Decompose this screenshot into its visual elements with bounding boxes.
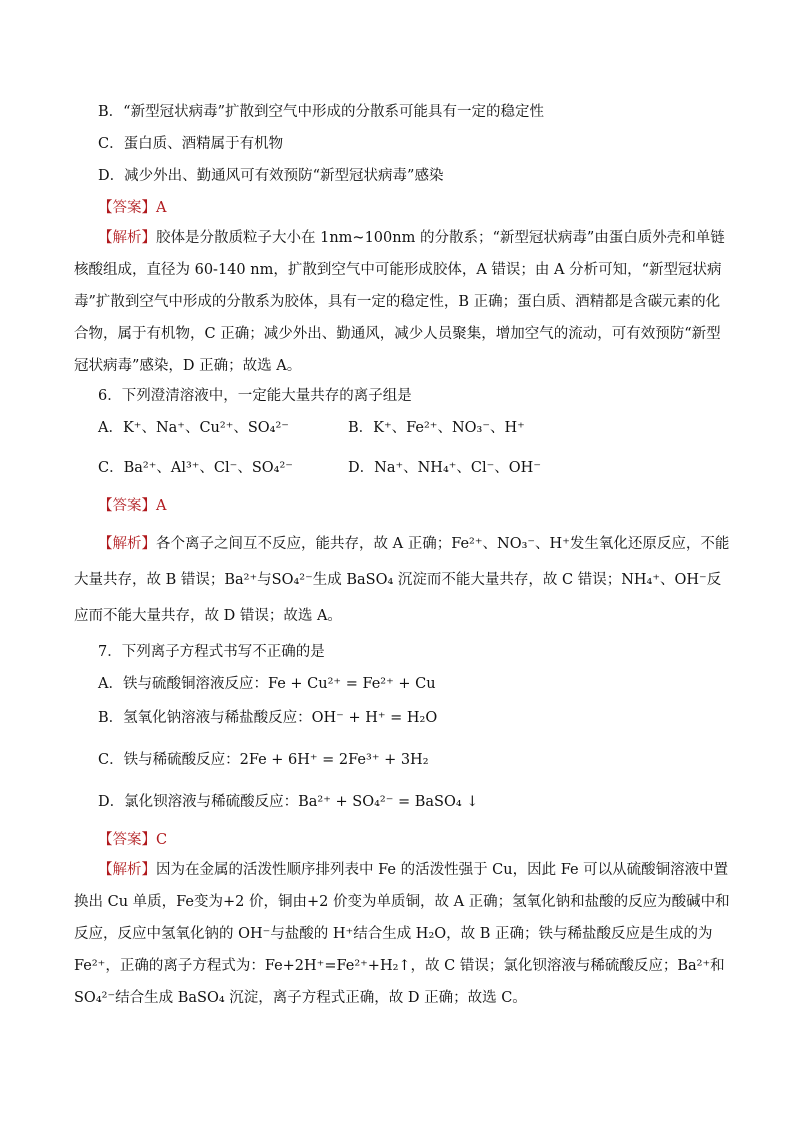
q7-option-d: D．氯化钡溶液与稀硫酸反应：Ba²⁺ + SO₄²⁻ = BaSO₄ ↓ bbox=[98, 794, 479, 810]
answer-label: 【答案】 bbox=[98, 832, 156, 848]
q7-option-c: C．铁与稀硫酸反应：2Fe + 6H⁺ = 2Fe³⁺ + 3H₂ bbox=[98, 752, 429, 768]
q6-option-a: A．K⁺、Na⁺、Cu²⁺、SO₄²⁻ bbox=[98, 420, 289, 436]
q6-option-b: B．K⁺、Fe²⁺、NO₃⁻、H⁺ bbox=[348, 420, 525, 436]
analysis-label: 【解析】 bbox=[98, 862, 156, 878]
answer-value: A bbox=[156, 200, 167, 216]
q6-option-c: C．Ba²⁺、Al³⁺、Cl⁻、SO₄²⁻ bbox=[98, 460, 293, 476]
q7-answer bbox=[98, 830, 167, 850]
q5-option-c: C．蛋白质、酒精属于有机物 bbox=[98, 136, 284, 152]
analysis-text: 各个离子之间互不反应，能共存，故 A 正确；Fe²⁺、NO₃⁻、H⁺发生氧化还原反应，不能大量共存，故 B 错误；Ba²⁺与SO₄²⁻生成 BaSO₄ 沉淀而不能大量共存，故 C 错误；NH₄⁺、OH⁻反应而不能大量共存，故 D 错误；故选 A。 bbox=[74, 536, 730, 624]
q5-option-d: D．减少外出、勤通风可有效预防“新型冠状病毒”感染 bbox=[98, 168, 444, 184]
answer-value: A bbox=[156, 498, 167, 514]
q6-stem: 6．下列澄清溶液中，一定能大量共存的离子组是 bbox=[98, 388, 412, 404]
q5-analysis bbox=[74, 222, 734, 382]
analysis-text: 胶体是分散质粒子大小在 1nm~100nm 的分散系；“新型冠状病毒”由蛋白质外壳和单链核酸组成，直径为 60-140 nm，扩散到空气中可能形成胶体，A 错误；由 A 分析可知，“新型冠状病毒”扩散到空气中形成的分散系为胶体，具有一定的稳定性，B 正确；蛋白质、酒精都是含碳元素的化合物，属于有机物，C 正确；减少外出、勤通风，减少人员聚集，增加空气的流动，可有效预防“新型冠状病毒”感染，D 正确；故选 A。 bbox=[74, 230, 725, 374]
analysis-label: 【解析】 bbox=[98, 536, 156, 552]
q7-stem: 7．下列离子方程式书写不正确的是 bbox=[98, 644, 325, 660]
q7-analysis bbox=[74, 854, 734, 1014]
analysis-label: 【解析】 bbox=[98, 230, 156, 246]
q5-option-b: B．“新型冠状病毒”扩散到空气中形成的分散系可能具有一定的稳定性 bbox=[98, 104, 544, 120]
answer-value: C bbox=[156, 832, 168, 848]
q7-option-a: A．铁与硫酸铜溶液反应：Fe + Cu²⁺ = Fe²⁺ + Cu bbox=[98, 676, 436, 692]
q6-option-d: D．Na⁺、NH₄⁺、Cl⁻、OH⁻ bbox=[348, 460, 541, 476]
q6-analysis bbox=[74, 526, 734, 634]
answer-label: 【答案】 bbox=[98, 200, 156, 216]
q6-answer bbox=[98, 496, 166, 516]
q7-option-b: B．氢氧化钠溶液与稀盐酸反应：OH⁻ + H⁺ = H₂O bbox=[98, 710, 438, 726]
analysis-text: 因为在金属的活泼性顺序排列表中 Fe 的活泼性强于 Cu，因此 Fe 可以从硫酸铜溶液中置换出 Cu 单质，Fe变为+2 价，铜由+2 价变为单质铜，故 A 正确；氢氧化钠和盐酸的反应为酸碱中和反应，反应中氢氧化钠的 OH⁻与盐酸的 H⁺结合生成 H₂O，故 B 正确；铁与稀盐酸反应是生成的为 Fe²⁺，正确的离子方程式为：Fe+2H⁺=Fe²⁺+H₂↑，故 C 错误；氯化钡溶液与稀硫酸反应；Ba²⁺和 SO₄²⁻结合生成 BaSO₄ 沉淀，离子方程式正确，故 D 正确；故选 C。 bbox=[74, 862, 730, 1006]
answer-label: 【答案】 bbox=[98, 498, 156, 514]
q5-answer bbox=[98, 198, 166, 218]
